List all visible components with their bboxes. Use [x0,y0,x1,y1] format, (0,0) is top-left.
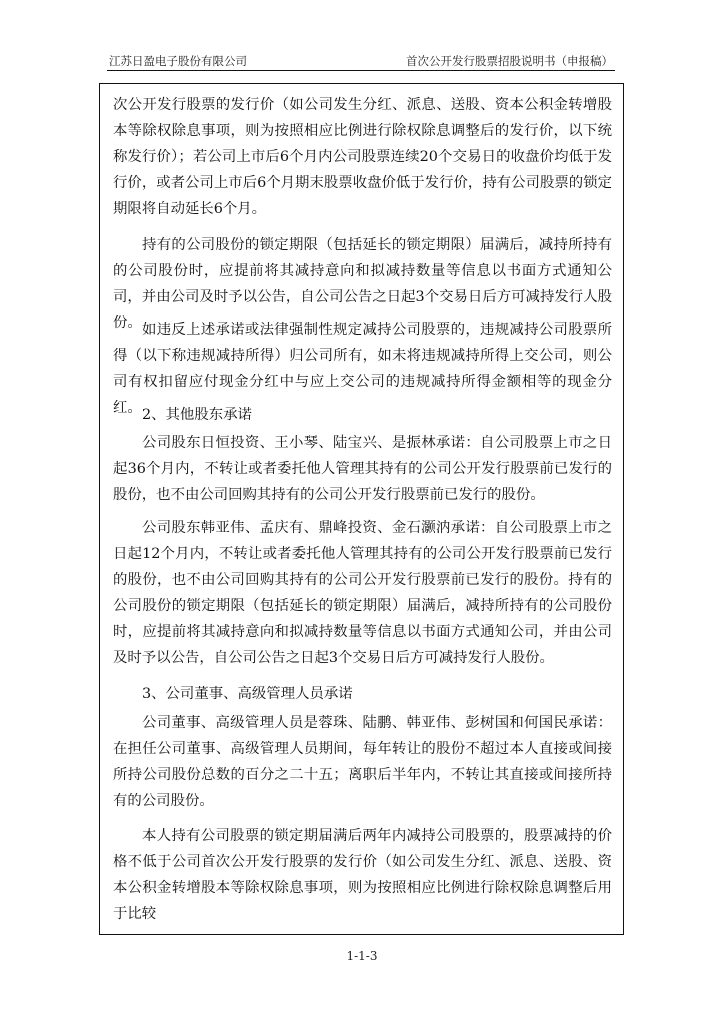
page-number: 1-1-3 [346,949,378,963]
paragraph-reduction-notice: 持有的公司股份的锁定期限（包括延长的锁定期限）届满后，减持所持有的公司股份时，应提前将其减持意向和拟减持数量等信息以书面方式通知公司，并由公司及时予以公告，自公司公告之日起3个交易日后方可减持发行人股份。 [113,237,612,331]
header-company-name: 江苏日盈电子股份有限公司 [109,54,247,68]
section-heading-directors-executives: 3、公司董事、高级管理人员承诺 [142,686,353,702]
paragraph-reduction-price: 本人持有公司股票的锁定期届满后两年内减持公司股票的，股票减持的价格不低于公司首次公开发行股票的发行价（如公司发生分红、派息、送股、资本公积金转增股本等除权除息事项，则为按照相应比例进行除权除息调整后用于比较 [113,828,612,922]
section-heading-other-shareholders: 2、其他股东承诺 [142,407,252,423]
paragraph-lockup-price: 次公开发行股票的发行价（如公司发生分红、派息、送股、资本公积金转增股本等除权除息事项，则为按照相应比例进行除权除息调整后的发行价，以下统称发行价）；若公司上市后6个月内公司股票连续20个交易日的收盘价均低于发行价，或者公司上市后6个月期末股票收盘价低于发行价，持有公司股票的锁定期限将自动延长6个月。 [113,97,612,217]
page-header [107,50,615,71]
paragraph-transfer-limit: 公司董事、高级管理人员是蓉珠、陆鹏、韩亚伟、彭树国和何国民承诺：在担任公司董事、高级管理人员期间，每年转让的股份不超过本人直接或间接所持公司股份总数的百分之二十五；离职后半年内，不转让其直接或间接所持有的公司股份。 [113,715,612,809]
paragraph-36-month-lockup: 公司股东日恒投资、王小琴、陆宝兴、是振林承诺：自公司股票上市之日起36个月内，不转让或者委托他人管理其持有的公司公开发行股票前已发行的股份，也不由公司回购其持有的公司公开发行股票前已发行的股份。 [113,435,612,503]
content-frame [99,83,624,935]
paragraph-violation-proceeds: 如违反上述承诺或法律强制性规定减持公司股票的，违规减持公司股票所得（以下称违规减持所得）归公司所有，如未将违规减持所得上交公司，则公司有权扣留应付现金分红中与应上交公司的违规减持所得金额相等的现金分红。 [113,322,612,416]
header-document-title: 首次公开发行股票招股说明书（申报稿） [406,54,613,68]
paragraph-12-month-lockup: 公司股东韩亚伟、孟庆有、鼎峰投资、金石灏汭承诺：自公司股票上市之日起12个月内，不转让或者委托他人管理其持有的公司公开发行股票前已发行的股份，也不由公司回购其持有的公司公开发行股票前已发行的股份。持有的公司股份的锁定期限（包括延长的锁定期限）届满后，减持所持有的公司股份时，应提前将其减持意向和拟减持数量等信息以书面方式通知公司，并由公司及时予以公告，自公司公告之日起3个交易日后方可减持发行人股份。 [113,520,612,666]
